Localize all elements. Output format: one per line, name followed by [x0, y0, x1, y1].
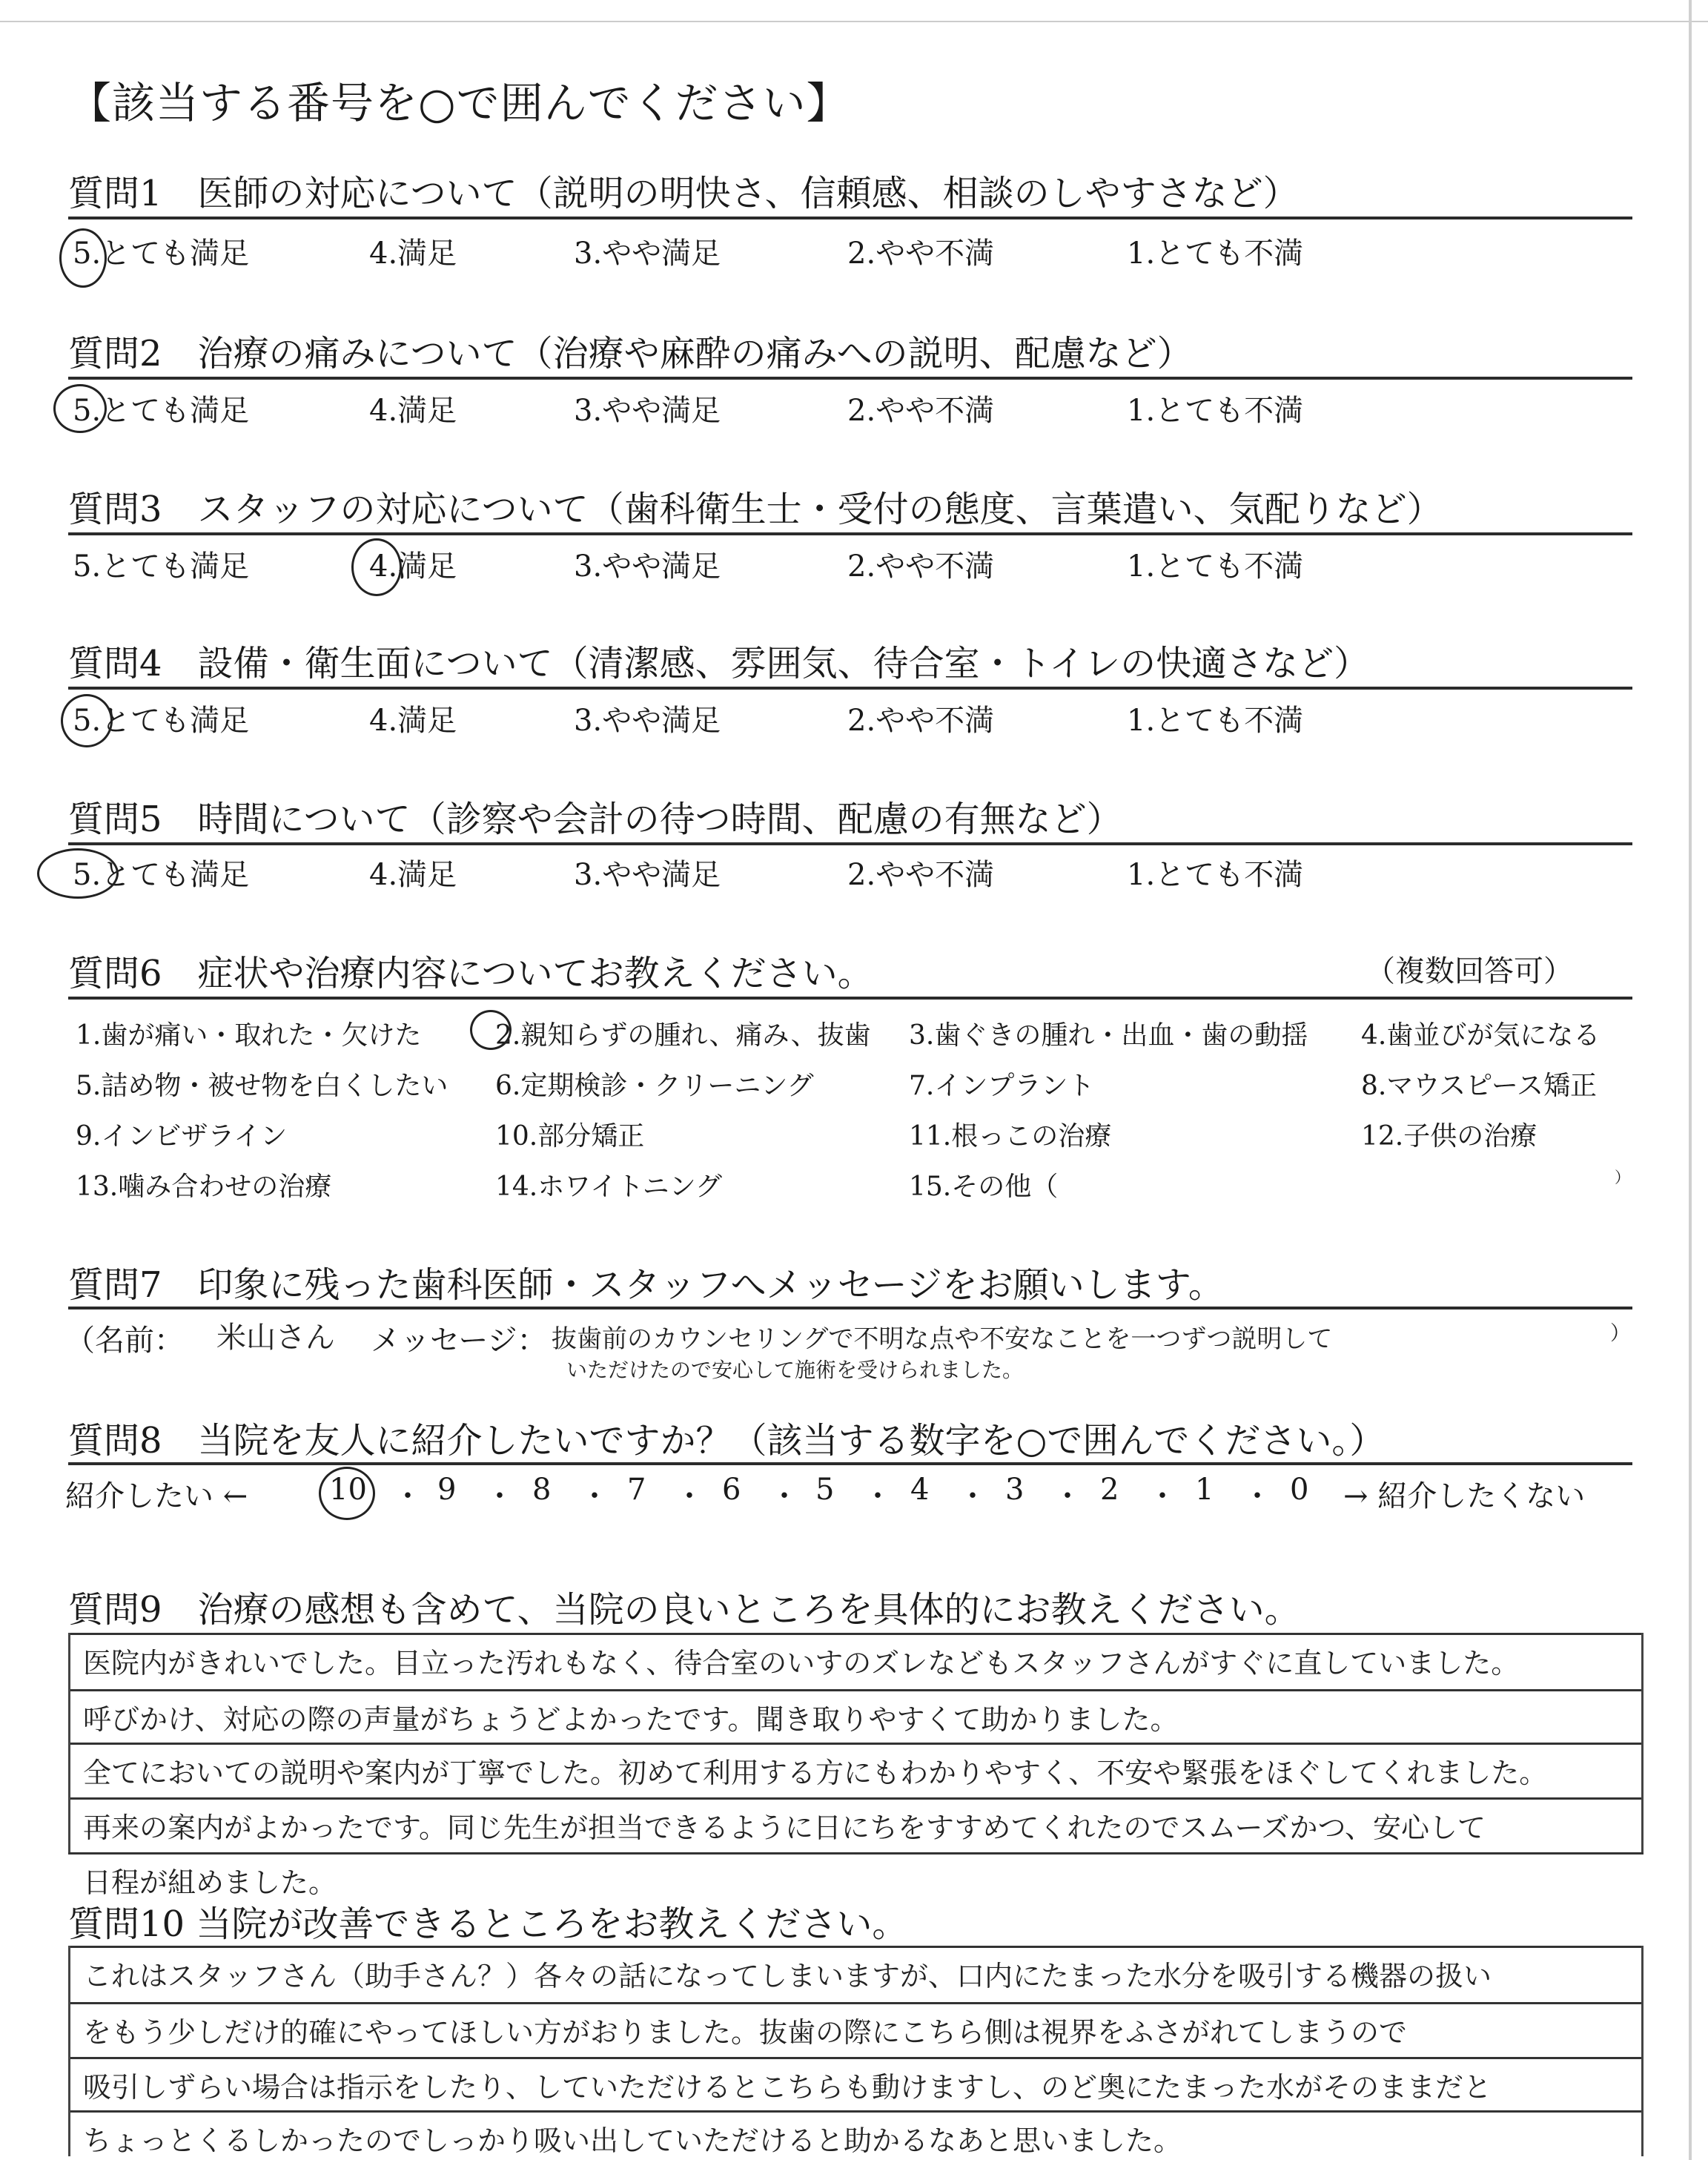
q6-option-6[interactable]: 6.定期検診・クリーニング: [495, 1071, 814, 1101]
q7-title: 質問7 印象に残った歯科医師・スタッフへメッセージをお願いします。: [68, 1264, 1224, 1306]
q8-number-10[interactable]: 10: [329, 1473, 367, 1507]
q8-number-3[interactable]: 3: [1005, 1473, 1025, 1507]
q8-dot: ・: [769, 1479, 799, 1513]
q2-option-1[interactable]: 1.とても不満: [1127, 394, 1304, 428]
q8-title: 質問8 当院を友人に紹介したいですか？（該当する数字を○で囲んでください。）: [68, 1420, 1386, 1462]
q8-right-label: → 紹介したくない: [1343, 1479, 1586, 1513]
q6-option-9[interactable]: 9.インビザライン: [76, 1121, 288, 1152]
q4-rule: [68, 687, 1632, 690]
q7-message-line-2[interactable]: いただけたので安心して施術を受けられました。: [566, 1358, 1024, 1382]
q3-title: 質問3 スタッフの対応について（歯科衛生士・受付の態度、言葉遣い、気配りなど）: [68, 489, 1443, 530]
q8-number-0[interactable]: 0: [1290, 1473, 1309, 1507]
q1-selection-circle: [59, 228, 107, 288]
q8-left-label: 紹介したい ←: [65, 1479, 248, 1513]
q1-title: 質問1 医師の対応について（説明の明快さ、信頼感、相談のしやすさなど）: [68, 173, 1299, 214]
scan-top-edge: [0, 0, 1708, 22]
q3-option-5[interactable]: 5.とても満足: [73, 549, 250, 584]
q2-option-2[interactable]: 2.やや不満: [847, 394, 995, 428]
q9-box-left: [68, 1633, 70, 1852]
q8-number-2[interactable]: 2: [1100, 1473, 1119, 1507]
q4-option-3[interactable]: 3.やや満足: [574, 704, 721, 738]
q4-option-4[interactable]: 4.満足: [369, 704, 457, 738]
q9-rule: [68, 1633, 1644, 1635]
q8-dot: ・: [1148, 1479, 1177, 1513]
q7-message-line-1[interactable]: 抜歯前のカウンセリングで不明な点や不安なことを一つずつ説明して: [552, 1324, 1333, 1354]
q8-number-4[interactable]: 4: [910, 1473, 930, 1507]
q7-name-label: （名前：: [65, 1324, 184, 1358]
q8-rule: [68, 1462, 1632, 1465]
q4-option-5[interactable]: 5.とても満足: [73, 704, 250, 738]
q6-option-12[interactable]: 12.子供の治療: [1361, 1121, 1537, 1152]
q9-line-rule: [68, 1852, 1644, 1855]
q4-selection-circle: [61, 694, 113, 747]
q6-option-14[interactable]: 14.ホワイトニング: [495, 1172, 723, 1202]
q8-number-7[interactable]: 7: [627, 1473, 646, 1507]
q8-dot: ・: [393, 1479, 423, 1513]
q8-selection-circle: [319, 1467, 375, 1520]
q1-option-3[interactable]: 3.やや満足: [574, 237, 721, 271]
q8-number-8[interactable]: 8: [532, 1473, 552, 1507]
q10-box-left: [68, 1946, 70, 2156]
q1-option-1[interactable]: 1.とても不満: [1127, 237, 1304, 271]
q3-option-3[interactable]: 3.やや満足: [574, 549, 721, 584]
q10-line-4: ちょっとくるしかったのでしっかり吸い出していただけると助かるなあと思いました。: [83, 2124, 1182, 2157]
q5-rule: [68, 842, 1632, 845]
q8-dot: ・: [1242, 1479, 1272, 1513]
q10-rule: [68, 1946, 1644, 1948]
q10-line-1: これはスタッフさん（助手さん？）各々の話になってしまいますが、口内にたまった水分を吸引する機器の扱い: [83, 1960, 1492, 1992]
q8-dot: ・: [863, 1479, 893, 1513]
q10-line-rule: [68, 2002, 1644, 2004]
q6-option-1[interactable]: 1.歯が痛い・取れた・欠けた: [76, 1020, 422, 1051]
q8-dot: ・: [675, 1479, 704, 1513]
q8-number-1[interactable]: 1: [1195, 1473, 1214, 1507]
q6-option-3[interactable]: 3.歯ぐきの腫れ・出血・歯の動揺: [909, 1020, 1308, 1051]
q5-option-5[interactable]: 5.とても満足: [73, 858, 250, 892]
q1-rule: [68, 217, 1632, 219]
q6-selection-circle: [470, 1010, 512, 1050]
q5-option-4[interactable]: 4.満足: [369, 858, 457, 892]
q5-title: 質問5 時間について（診察や会計の待つ時間、配慮の有無など）: [68, 799, 1122, 840]
q2-rule: [68, 377, 1632, 380]
q6-rule: [68, 997, 1632, 1000]
q6-title: 質問6 症状や治療内容についてお教えください。: [68, 953, 873, 994]
q7-name-value[interactable]: 米山さん: [216, 1321, 335, 1355]
q1-option-5[interactable]: 5.とても満足: [73, 237, 250, 271]
q6-option-8[interactable]: 8.マウスピース矯正: [1361, 1071, 1598, 1101]
q9-line-2: 呼びかけ、対応の際の声量がちょうどよかったです。聞き取りやすくて助かりました。: [83, 1703, 1179, 1736]
q8-number-9[interactable]: 9: [437, 1473, 457, 1507]
q6-option-5[interactable]: 5.詰め物・被せ物を白くしたい: [76, 1071, 448, 1101]
q8-number-5[interactable]: 5: [815, 1473, 835, 1507]
q10-line-2: をもう少しだけ的確にやってほしい方がおりました。抜歯の際にこちら側は視界をふさがれてしまうので: [83, 2016, 1408, 2049]
q6-option-7[interactable]: 7.インプラント: [909, 1071, 1095, 1101]
q6-option-10[interactable]: 10.部分矯正: [495, 1121, 645, 1152]
q6-option-15[interactable]: 15.その他（: [909, 1172, 1059, 1202]
q9-line-3: 全てにおいての説明や案内が丁寧でした。初めて利用する方にもわかりやすく、不安や緊張をほぐしてくれました。: [83, 1757, 1548, 1789]
q6-option-4[interactable]: 4.歯並びが気になる: [1361, 1020, 1601, 1051]
q9-line-1: 医院内がきれいでした。目立った汚れもなく、待合室のいすのズレなどもスタッフさんがすぐに直していました。: [83, 1647, 1520, 1680]
q10-box-right: [1641, 1946, 1644, 2156]
q10-line-rule: [68, 2110, 1644, 2113]
q9-line-rule: [68, 1797, 1644, 1800]
q7-close: ）: [1610, 1322, 1630, 1345]
q5-option-2[interactable]: 2.やや不満: [847, 858, 995, 892]
q6-option-2[interactable]: 2.親知らずの腫れ、痛み、抜歯: [495, 1020, 871, 1051]
q7-rule: [68, 1307, 1632, 1309]
q3-option-1[interactable]: 1.とても不満: [1127, 549, 1304, 584]
q7-message-label: メッセージ：: [371, 1324, 547, 1358]
q6-option-11[interactable]: 11.根っこの治療: [909, 1121, 1112, 1152]
q5-selection-circle: [37, 848, 119, 899]
q6-other-close: ）: [1615, 1169, 1630, 1186]
q3-rule: [68, 532, 1632, 535]
q9-line-5: 日程が組めました。: [83, 1866, 337, 1899]
q6-option-13[interactable]: 13.噛み合わせの治療: [76, 1172, 332, 1202]
q2-option-4[interactable]: 4.満足: [369, 394, 457, 428]
q4-option-2[interactable]: 2.やや不満: [847, 704, 995, 738]
q10-line-rule: [68, 2057, 1644, 2059]
q2-option-5[interactable]: 5.とても満足: [73, 394, 250, 428]
q4-option-1[interactable]: 1.とても不満: [1127, 704, 1304, 738]
q10-line-3: 吸引しずらい場合は指示をしたり、していただけるとこちらも動けますし、のど奥にたまった水がそのままだと: [83, 2071, 1492, 2104]
q5-option-3[interactable]: 3.やや満足: [574, 858, 721, 892]
q3-selection-circle: [351, 538, 402, 596]
q1-option-4[interactable]: 4.満足: [369, 237, 457, 271]
q9-box-right: [1641, 1633, 1644, 1852]
q9-title: 質問9 治療の感想も含めて、当院の良いところを具体的にお教えください。: [68, 1589, 1300, 1631]
q10-title: 質問10 当院が改善できるところをお教えください。: [68, 1903, 908, 1945]
q8-dot: ・: [580, 1479, 609, 1513]
q9-line-rule: [68, 1743, 1644, 1745]
q6-multiple-answer-note: （複数回答可）: [1366, 954, 1573, 988]
q8-number-6[interactable]: 6: [722, 1473, 741, 1507]
q2-option-3[interactable]: 3.やや満足: [574, 394, 721, 428]
q2-title: 質問2 治療の痛みについて（治療や麻酔の痛みへの説明、配慮など）: [68, 333, 1193, 374]
q3-option-2[interactable]: 2.やや不満: [847, 549, 995, 584]
q8-dot: ・: [1053, 1479, 1082, 1513]
page-header: 【該当する番号を○で囲んでください】: [68, 78, 850, 128]
q9-line-4: 再来の案内がよかったです。同じ先生が担当できるように日にちをすすめてくれたのでスムーズかつ、安心して: [83, 1811, 1486, 1844]
q8-dot: ・: [958, 1479, 987, 1513]
q4-title: 質問4 設備・衛生面について（清潔感、雰囲気、待合室・トイレの快適さなど）: [68, 643, 1370, 684]
q2-selection-circle: [53, 384, 107, 433]
q8-dot: ・: [485, 1479, 514, 1513]
q9-line-rule: [68, 1689, 1644, 1691]
q5-option-1[interactable]: 1.とても不満: [1127, 858, 1304, 892]
scan-right-edge: [1689, 0, 1692, 2160]
q3-option-4[interactable]: 4.満足: [369, 549, 457, 584]
q1-option-2[interactable]: 2.やや不満: [847, 237, 995, 271]
